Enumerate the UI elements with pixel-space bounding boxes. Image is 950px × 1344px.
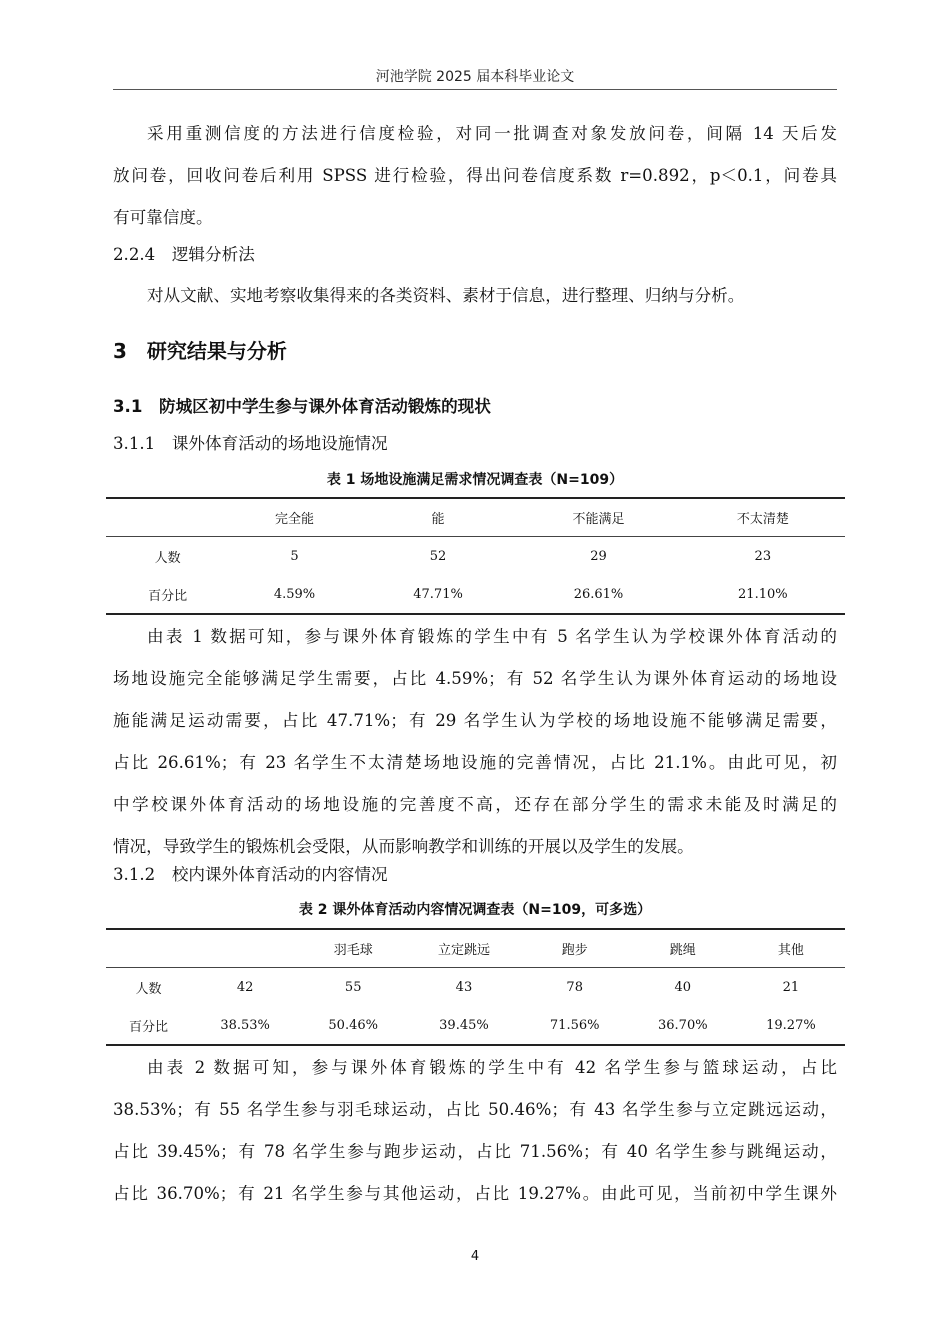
paragraph-logic bbox=[113, 275, 837, 317]
table-row bbox=[106, 575, 845, 614]
cell: 人数 bbox=[154, 550, 181, 566]
header-cell bbox=[106, 929, 191, 968]
table-row bbox=[106, 537, 845, 576]
running-header: 河池学院 2025 届本科毕业论文 bbox=[375, 69, 575, 85]
text-line: 38.53%；有 55 名学生参与羽毛球运动，占比 50.46%；有 43 名学生参与立定跳远运动， bbox=[113, 1100, 837, 1119]
paragraph-table2-analysis bbox=[113, 1047, 837, 1215]
cell: 71.56% bbox=[521, 1006, 629, 1045]
page-number: 4 bbox=[470, 1249, 480, 1264]
text-line: 占比 39.45%；有 78 名学生参与跑步运动，占比 71.56%；有 40 名学生参与跳绳运动， bbox=[113, 1142, 837, 1161]
table1 bbox=[106, 497, 845, 615]
table1-caption: 表 1 场地设施满足需求情况调查表（N=109） bbox=[326, 472, 624, 488]
cell: 78 bbox=[566, 979, 583, 995]
table-row bbox=[106, 968, 845, 1007]
cell: 55 bbox=[344, 979, 362, 995]
paragraph-table1-analysis bbox=[113, 616, 837, 868]
cell: 5 bbox=[290, 548, 299, 564]
cell: 人数 bbox=[135, 981, 162, 997]
header-cell: 其他 bbox=[737, 929, 845, 968]
subsection-3-1-2: 3.1.2 校内课外体育活动的内容情况 bbox=[113, 865, 388, 884]
text-line: 对从文献、实地考察收集得来的各类资料、素材于信息，进行整理、归纳与分析。 bbox=[147, 286, 745, 305]
text-line: 由表 1 数据可知，参与课外体育锻炼的学生中有 5 名学生认为学校课外体育活动的 bbox=[147, 627, 837, 646]
cell: 39.45% bbox=[407, 1006, 520, 1045]
text-line: 中学校课外体育活动的场地设施的完善度不高，还存在部分学生的需求未能及时满足的 bbox=[113, 795, 837, 814]
cell: 21.10% bbox=[681, 575, 845, 614]
header-cell: 完全能 bbox=[229, 498, 360, 537]
table2-caption: 表 2 课外体育活动内容情况调查表（N=109，可多选） bbox=[298, 902, 652, 918]
subsection-2-2-4: 2.2.4 逻辑分析法 bbox=[113, 245, 255, 264]
header-cell bbox=[191, 929, 299, 968]
cell: 50.46% bbox=[299, 1006, 407, 1045]
text-line: 由表 2 数据可知，参与课外体育锻炼的学生中有 42 名学生参与篮球运动，占比 bbox=[147, 1058, 837, 1077]
cell: 19.27% bbox=[737, 1006, 845, 1045]
text-line: 施能满足运动需要，占比 47.71%；有 29 名学生认为学校的场地设施不能够满足需要， bbox=[113, 711, 837, 730]
header-cell: 羽毛球 bbox=[299, 929, 407, 968]
cell: 21 bbox=[782, 979, 800, 995]
cell: 52 bbox=[429, 548, 447, 564]
header-cell: 不太清楚 bbox=[681, 498, 845, 537]
table2 bbox=[106, 928, 845, 1046]
header-cell: 立定跳远 bbox=[407, 929, 520, 968]
cell: 38.53% bbox=[191, 1006, 299, 1045]
text-line: 采用重测信度的方法进行信度检验，对同一批调查对象发放问卷，间隔 14 天后发 bbox=[147, 124, 837, 143]
text-line: 有可靠信度。 bbox=[113, 208, 213, 227]
cell: 43 bbox=[455, 979, 473, 995]
table-header-row bbox=[106, 498, 845, 537]
header-cell: 能 bbox=[360, 498, 517, 537]
section-heading-3-1: 3.1 防城区初中学生参与课外体育活动锻炼的现状 bbox=[113, 397, 491, 416]
header-cell: 跑步 bbox=[521, 929, 629, 968]
text-line: 放问卷，回收问卷后利用 SPSS 进行检验，得出问卷信度系数 r=0.892，p＜0.1，问卷具 bbox=[113, 166, 837, 185]
header-divider bbox=[113, 89, 837, 90]
cell: 29 bbox=[590, 548, 607, 564]
cell: 23 bbox=[754, 548, 772, 564]
subsection-3-1-1: 3.1.1 课外体育活动的场地设施情况 bbox=[113, 434, 388, 453]
text-line: 占比 26.61%；有 23 名学生不太清楚场地设施的完善情况，占比 21.1%。由此可见，初 bbox=[113, 753, 837, 772]
cell: 百分比 bbox=[106, 575, 229, 614]
cell: 40 bbox=[674, 979, 692, 995]
paragraph-reliability bbox=[113, 113, 837, 239]
cell: 36.70% bbox=[629, 1006, 737, 1045]
cell: 42 bbox=[236, 979, 254, 995]
cell: 47.71% bbox=[360, 575, 517, 614]
text-line: 占比 36.70%；有 21 名学生参与其他运动，占比 19.27%。由此可见，当前初中学生课外 bbox=[113, 1184, 837, 1203]
cell: 26.61% bbox=[516, 575, 680, 614]
header-cell: 跳绳 bbox=[629, 929, 737, 968]
table-header-row bbox=[106, 929, 845, 968]
table-row bbox=[106, 1006, 845, 1045]
text-line: 情况，导致学生的锻炼机会受限，从而影响教学和训练的开展以及学生的发展。 bbox=[113, 837, 694, 856]
cell: 百分比 bbox=[106, 1006, 191, 1045]
cell: 4.59% bbox=[229, 575, 360, 614]
text-line: 场地设施完全能够满足学生需要，占比 4.59%；有 52 名学生认为课外体育运动的场地设 bbox=[113, 669, 837, 688]
section-heading-3: 3 研究结果与分析 bbox=[113, 339, 287, 363]
header-cell: 不能满足 bbox=[516, 498, 680, 537]
header-cell bbox=[106, 498, 229, 537]
